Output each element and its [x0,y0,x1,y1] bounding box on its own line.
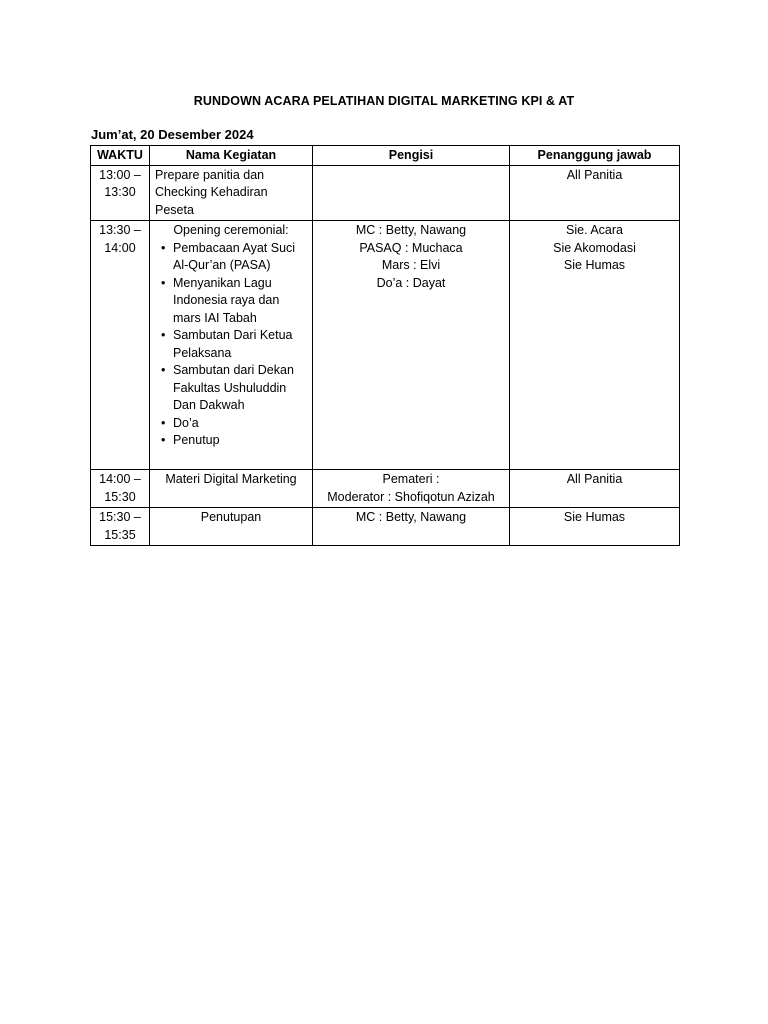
pengisi-line: Pemateri : [382,472,440,486]
table-header-row [91,146,680,166]
pengisi-cell [313,221,510,470]
pengisi-line: Do’a : Dayat [376,275,446,290]
activity-cell: Materi Digital Marketing [150,470,313,508]
activity-title: Opening ceremonial: [173,223,289,237]
pj-cell [510,221,680,470]
activity-cell: Penutupan [150,508,313,546]
time-cell [91,221,150,470]
list-item: • Sambutan Dari Ketua Pelaksana [163,327,307,362]
pj-cell [510,165,680,221]
time-cell [91,165,150,221]
time-start: 13:30 – [99,223,141,237]
pj-line: All Panitia [566,167,623,182]
rundown-table [90,145,680,546]
time-cell [91,470,150,508]
pj-cell [510,470,680,508]
event-date: Jum’at, 20 Desember 2024 [91,127,254,142]
time-end: 13:30 [104,185,136,199]
list-item: • Penutup [163,432,307,450]
list-item: • Menyanikan Lagu Indonesia raya dan mars IAI Tabah [163,275,307,328]
pj-line: Sie Humas [563,258,626,272]
pj-line: Sie Humas [563,510,626,524]
table-row [91,221,680,470]
pj-line: All Panitia [566,472,623,486]
pengisi-cell [313,508,510,546]
activity-cell: Prepare panitia dan Checking Kehadiran Peseta [150,165,313,221]
document-title: RUNDOWN ACARA PELATIHAN DIGITAL MARKETING KPI & AT [193,94,575,108]
activity-list [155,240,307,450]
time-start: 15:30 – [99,510,141,524]
pengisi-line: MC : Betty, Nawang [355,223,467,237]
time-end: 14:00 [104,240,136,255]
table-row [91,508,680,546]
time-end: 15:30 [104,489,136,504]
pengisi-line: Mars : Elvi [381,258,441,272]
table-row [91,165,680,221]
time-start: 14:00 – [99,472,141,486]
pj-line: Sie Akomodasi [553,240,636,255]
pj-cell [510,508,680,546]
header-nama-kegiatan: Nama Kegiatan [150,146,313,166]
time-end: 15:35 [104,527,136,542]
pengisi-line: PASAQ : Muchaca [359,240,463,255]
pengisi-line: MC : Betty, Nawang [355,510,467,524]
header-waktu: WAKTU [91,146,150,166]
time-cell [91,508,150,546]
table-row [91,470,680,508]
pengisi-cell [313,470,510,508]
pengisi-cell [313,165,510,221]
list-item: • Pembacaan Ayat Suci Al-Qur’an (PASA) [163,240,307,275]
header-penanggung-jawab: Penanggung jawab [510,146,680,166]
time-start: 13:00 – [99,167,141,182]
header-pengisi: Pengisi [313,146,510,166]
activity-cell [150,221,313,470]
pengisi-line: Moderator : Shofiqotun Azizah [327,489,495,504]
list-item: • Sambutan dari Dekan Fakultas Ushuluddin Dan Dakwah [163,362,307,415]
pj-line: Sie. Acara [566,223,623,237]
list-item: • Do’a [163,415,307,433]
